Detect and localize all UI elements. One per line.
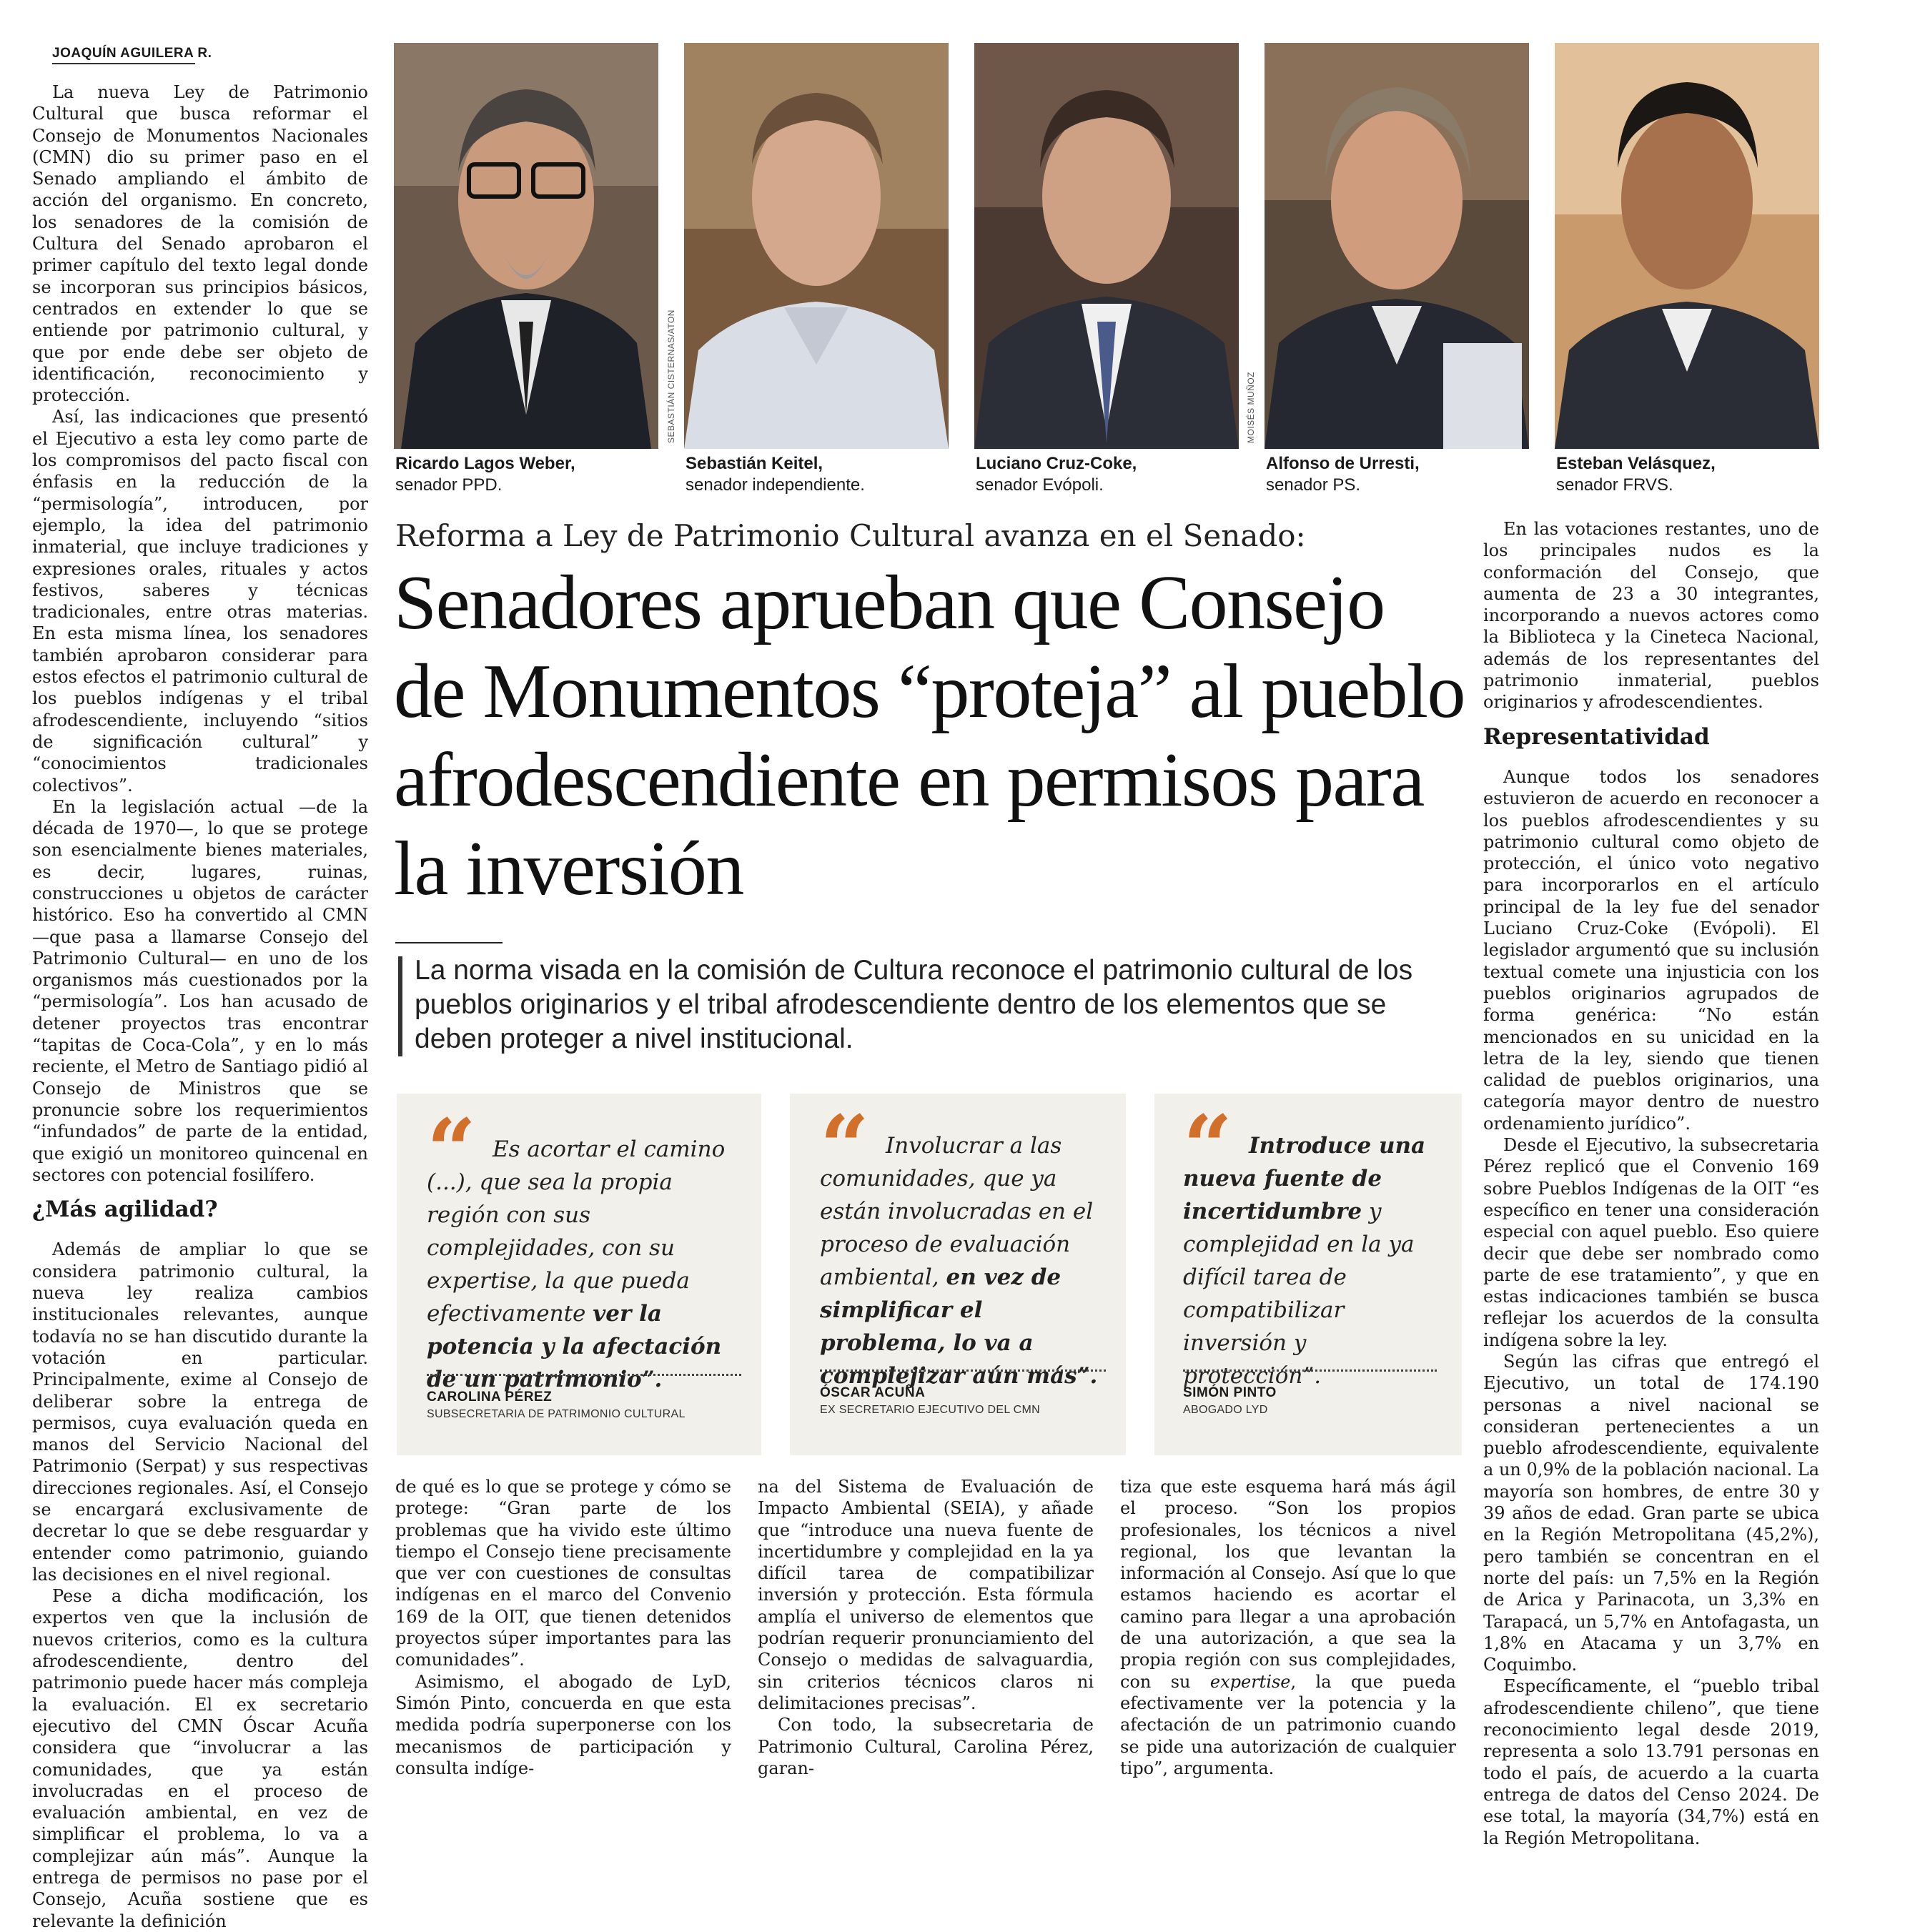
quote-divider <box>427 1374 741 1376</box>
left-paragraph-1: La nueva Ley de Patrimonio Cultural que busca reformar el Consejo de Monumentos Nacionales (CMN) dio su primer paso en el Senado ampliando el ámbito de acción del organismo. En concreto, los senadores de la comisión de Cultura del Senado aprobaron el primer capítulo del texto legal donde se incorporan sus principios básicos, centrados en extender lo que se entiende por patrimonio cultural, y que por ende debe ser objeto de identificación, reconocimiento y protección. <box>32 82 368 406</box>
quote-box-2 <box>790 1094 1126 1455</box>
quote-bold: en vez de simplificar el problema, lo va a complejizar aún más”. <box>820 1264 1098 1389</box>
headline-rule <box>395 942 503 943</box>
right-column <box>1483 518 1819 1849</box>
quote-lead: y complejidad en la ya difícil tarea de compatibilizar inversión y protección”. <box>1183 1199 1415 1389</box>
deck-bar <box>398 956 402 1056</box>
bottom-column-3-text-a: tiza que este esquema hará más ágil el proceso. “Son los propios profesionales, los técnicos a nivel regional, los que levantan la información al Consejo. Así que lo que estamos haciendo es acortar el camino para llegar a una aprobación de una autorización, a que sea la propia región con sus complejidades, con su <box>1120 1477 1456 1692</box>
quote-text <box>427 1133 741 1396</box>
quote-mark-icon: “ <box>820 1096 870 1197</box>
quote-text <box>820 1129 1106 1392</box>
caption-role: senador PPD. <box>395 475 503 495</box>
byline-rule <box>52 63 195 64</box>
caption-name: Alfonso de Urresti, <box>1266 454 1420 473</box>
bottom-column-1 <box>395 1476 731 1779</box>
quote-box-1 <box>397 1094 761 1455</box>
bottom-column-1-paragraph-1: de qué es lo que se protege y cómo se protege: “Gran parte de los problemas que ha vivido este último tiempo el Consejo tiene precisamente que ver con cuestiones de consultas indígenas en el marco del Convenio 169 de la OIT, que tienen detenidos proyectos súper importantes para las comunidades”. <box>395 1477 731 1670</box>
photo-luciano-cruz-coke <box>974 43 1239 449</box>
kicker: Reforma a Ley de Patrimonio Cultural avanza en el Senado: <box>395 518 1306 553</box>
caption-2 <box>686 453 957 496</box>
quote-lead: Es acortar el camino (...), que sea la propia región con sus complejidades, con su expertise, la que pueda efectivamente <box>427 1136 726 1327</box>
quote-box-3 <box>1154 1094 1462 1455</box>
right-paragraph-2: Aunque todos los senadores estuvieron de acuerdo en reconocer a los pueblos afrodescendientes y su patrimonio cultural como objeto de protección, el único voto negativo para incorporarlos en el artículo principal de la ley fue del senador Luciano Cruz-Coke (Evópoli). El legislador argumentó que su inclusión textual comete una injusticia con los pueblos originarios agrupados de forma genérica: “No están mencionados en su unicidad en la letra de la ley, siendo que tienen calidad de pueblos originarios, una categoría mayor dentro de nuestro ordenamiento jurídico”. <box>1483 766 1819 1134</box>
photo-alfonso-de-urresti <box>1265 43 1529 449</box>
right-paragraph-3: Desde el Ejecutivo, la subsecretaria Pérez replicó que el Convenio 169 sobre Pueblos Indígenas de la OIT “es específico en tener una consideración especial con aquel pueblo. Eso quiere decir que debe ser nombrado como parte de ese tratamiento”, y que en estas indicaciones también se busca reflejar los acuerdos de la consulta indígena sobre la ley. <box>1483 1135 1819 1350</box>
caption-role: senador PS. <box>1266 475 1361 495</box>
bottom-column-3-text-b: expertise <box>1209 1671 1291 1692</box>
photo-credit-1: SEBASTIÁN CISTERNAS/ATON <box>666 309 676 443</box>
deck: La norma visada en la comisión de Cultura reconoce el patrimonio cultural de los pueblos originarios y el tribal afrodescendiente dentro de los elementos que se deben proteger a nivel institucional. <box>415 955 1413 1054</box>
right-paragraph-4: Según las cifras que entregó el Ejecutivo, un total de 174.190 personas a nivel nacional se consideran pertenecientes a un pueblo afrodescendiente, equivalente a un 0,9% de la población nacional. La mayoría son hombres, de entre 30 y 39 años de edad. Gran parte se ubica en la Región Metropolitana (45,2%), pero también se concentran en el norte del país: un 7,5% en la Región de Arica y Parinacota, un 3,3% en Tarapacá, un 5,7% en Antofagasta, un 1,8% en Atacama y un 3,7% en Coquimbo. <box>1483 1351 1819 1675</box>
photo-sebastian-keitel <box>684 43 949 449</box>
right-paragraph-1: En las votaciones restantes, uno de los principales nudos es la conformación del Consejo, que aumenta de 23 a 30 integrantes, incorporando a nuevos actores como la Biblioteca y la Cineteca Nacional, además de los representantes del patrimonio inmaterial, pueblos originarios y afrodescendientes. <box>1483 519 1819 713</box>
right-subhead: Representatividad <box>1483 723 1710 750</box>
quote-lead: Involucrar a las comunidades, que ya están involucradas en el proceso de evaluación ambiental, <box>820 1133 1094 1290</box>
quote-text <box>1183 1129 1448 1392</box>
caption-role: senador FRVS. <box>1556 475 1673 495</box>
left-paragraph-3: En la legislación actual —de la década de 1970—, lo que se protege son esencialmente bienes materiales, es decir, lugares, ruinas, construcciones u objetos de carácter histórico. Eso ha convertido al CMN —que pasa a llamarse Consejo del Patrimonio Cultural— en uno de los organismos más cuestionados por la “permisología”. Los han acusado de detener proyectos tras encontrar “tapitas de Coca-Cola”, y en lo más reciente, el Metro de Santiago pidió al Consejo de Ministros que se pronuncie sobre los requerimientos “infundados” de parte de la entidad, que exigió un monitoreo quincenal en sectores con potencial fosilífero. <box>32 796 368 1185</box>
left-subhead: ¿Más agilidad? <box>32 1197 218 1223</box>
caption-name: Sebastián Keitel, <box>686 454 823 473</box>
caption-5 <box>1556 453 1828 496</box>
left-column <box>32 81 368 1932</box>
bottom-column-3 <box>1120 1476 1456 1779</box>
bottom-column-1-paragraph-2: Asimismo, el abogado de LyD, Simón Pinto, concuerda en que esta medida podría superponerse con los mecanismos de participación y consulta indíge- <box>395 1671 731 1778</box>
left-paragraph-5: Pese a dicha modificación, los expertos ven que la inclusión de nuevos criterios, como es la cultura afrodescendiente, dentro del patrimonio puede hacer más compleja la evaluación. El ex secretario ejecutivo del CMN Óscar Acuña considera que “involucrar a las comunidades, que ya están involucradas en el proceso de evaluación ambiental, en vez de simplificar el problema, lo va a complejizar aún más”. Aunque la entrega de permisos no pase por el Consejo, Acuña sostiene que es relevante la definición <box>32 1586 368 1931</box>
caption-1 <box>395 453 667 496</box>
caption-name: Esteban Velásquez, <box>1556 454 1716 473</box>
headline: Senadores aprueban que Consejo de Monumentos “proteja” al pueblo afrodescendiente en permisos para la inversión <box>394 560 1465 911</box>
left-paragraph-4: Además de ampliar lo que se considera patrimonio cultural, la nueva ley realiza cambios institucionales relevantes, aunque todavía no se han discutido durante la votación en particular. Principalmente, exime al Consejo de deliberar sobre la entrega de permisos, cuya evaluación queda en manos del Servicio Nacional del Patrimonio (Serpat) y sus respectivas direcciones regionales. Así, el Consejo se encargará exclusivamente de decretar lo que se debe resguardar y entender como patrimonio, guiando las decisiones en el nivel regional. <box>32 1239 368 1585</box>
bottom-column-2 <box>758 1476 1094 1779</box>
bottom-column-2-paragraph-2: Con todo, la subsecretaria de Patrimonio Cultural, Carolina Pérez, garan- <box>758 1715 1094 1778</box>
caption-3 <box>976 453 1247 496</box>
quote-role: ABOGADO LYD <box>1183 1404 1268 1416</box>
quote-name: ÓSCAR ACUÑA <box>820 1385 926 1400</box>
photo-credit-2: MOISÉS MUÑOZ <box>1246 371 1256 443</box>
caption-name: Luciano Cruz-Coke, <box>976 454 1137 473</box>
bottom-column-3-paragraph <box>1120 1476 1456 1779</box>
quote-name: SIMÓN PINTO <box>1183 1385 1277 1400</box>
quote-divider <box>1183 1369 1437 1372</box>
quote-mark-icon: “ <box>427 1100 477 1201</box>
quote-divider <box>820 1369 1106 1372</box>
quote-role: SUBSECRETARIA DE PATRIMONIO CULTURAL <box>427 1408 686 1420</box>
caption-role: senador independiente. <box>686 475 865 495</box>
bottom-column-3-text-c: , la que pueda efectivamente ver la potencia y la afectación de un patrimonio cuando se pide una autorización de cualquier tipo”, argumenta. <box>1120 1671 1456 1778</box>
photo-ricardo-lagos-weber <box>394 43 658 449</box>
caption-4 <box>1266 453 1538 496</box>
caption-role: senador Evópoli. <box>976 475 1104 495</box>
quote-name: CAROLINA PÉREZ <box>427 1389 553 1405</box>
quote-role: EX SECRETARIO EJECUTIVO DEL CMN <box>820 1404 1041 1416</box>
left-paragraph-2: Así, las indicaciones que presentó el Ejecutivo a esta ley como parte de los compromisos del pacto fiscal con énfasis en la reducción de la “permisología”, introducen, por ejemplo, la idea del patrimonio inmaterial, que incluye tradiciones y expresiones orales, rituales y actos festivos, saberes y técnicas tradicionales, entre otras materias. En esta misma línea, los senadores también aprobaron considerar para estos efectos el patrimonio cultural de los pueblos indígenas y el tribal afrodescendiente, incluyendo “sitios de significación cultural” y “conocimientos tradicionales colectivos”. <box>32 407 368 796</box>
bottom-column-2-paragraph-1: na del Sistema de Evaluación de Impacto Ambiental (SEIA), y añade que “introduce una nueva fuente de incertidumbre y complejidad en la ya difícil tarea de compatibilizar inversión y protección. Esta fórmula amplía el universo de elementos que podrían requerir pronunciamiento del Consejo o medidas de salvaguardia, sin criterios técnicos claros ni delimitaciones precisas”. <box>758 1477 1094 1713</box>
photo-esteban-velasquez <box>1555 43 1819 449</box>
caption-name: Ricardo Lagos Weber, <box>395 454 575 473</box>
quote-bold: ver la potencia y la afectación de un patrimonio”. <box>427 1301 722 1392</box>
right-paragraph-5: Específicamente, el “pueblo tribal afrodescendiente chileno”, que tiene reconocimiento legal desde 2019, representa a solo 13.791 personas en todo el país, de acuerdo a la cuarta entrega de datos del Censo 2024. De ese total, la mayoría (34,7%) está en la Región Metropolitana. <box>1483 1676 1819 1848</box>
quote-bold: Introduce una nueva fuente de incertidumbre <box>1183 1133 1426 1224</box>
byline: JOAQUÍN AGUILERA R. <box>52 46 212 61</box>
quote-mark-icon: “ <box>1183 1096 1233 1197</box>
